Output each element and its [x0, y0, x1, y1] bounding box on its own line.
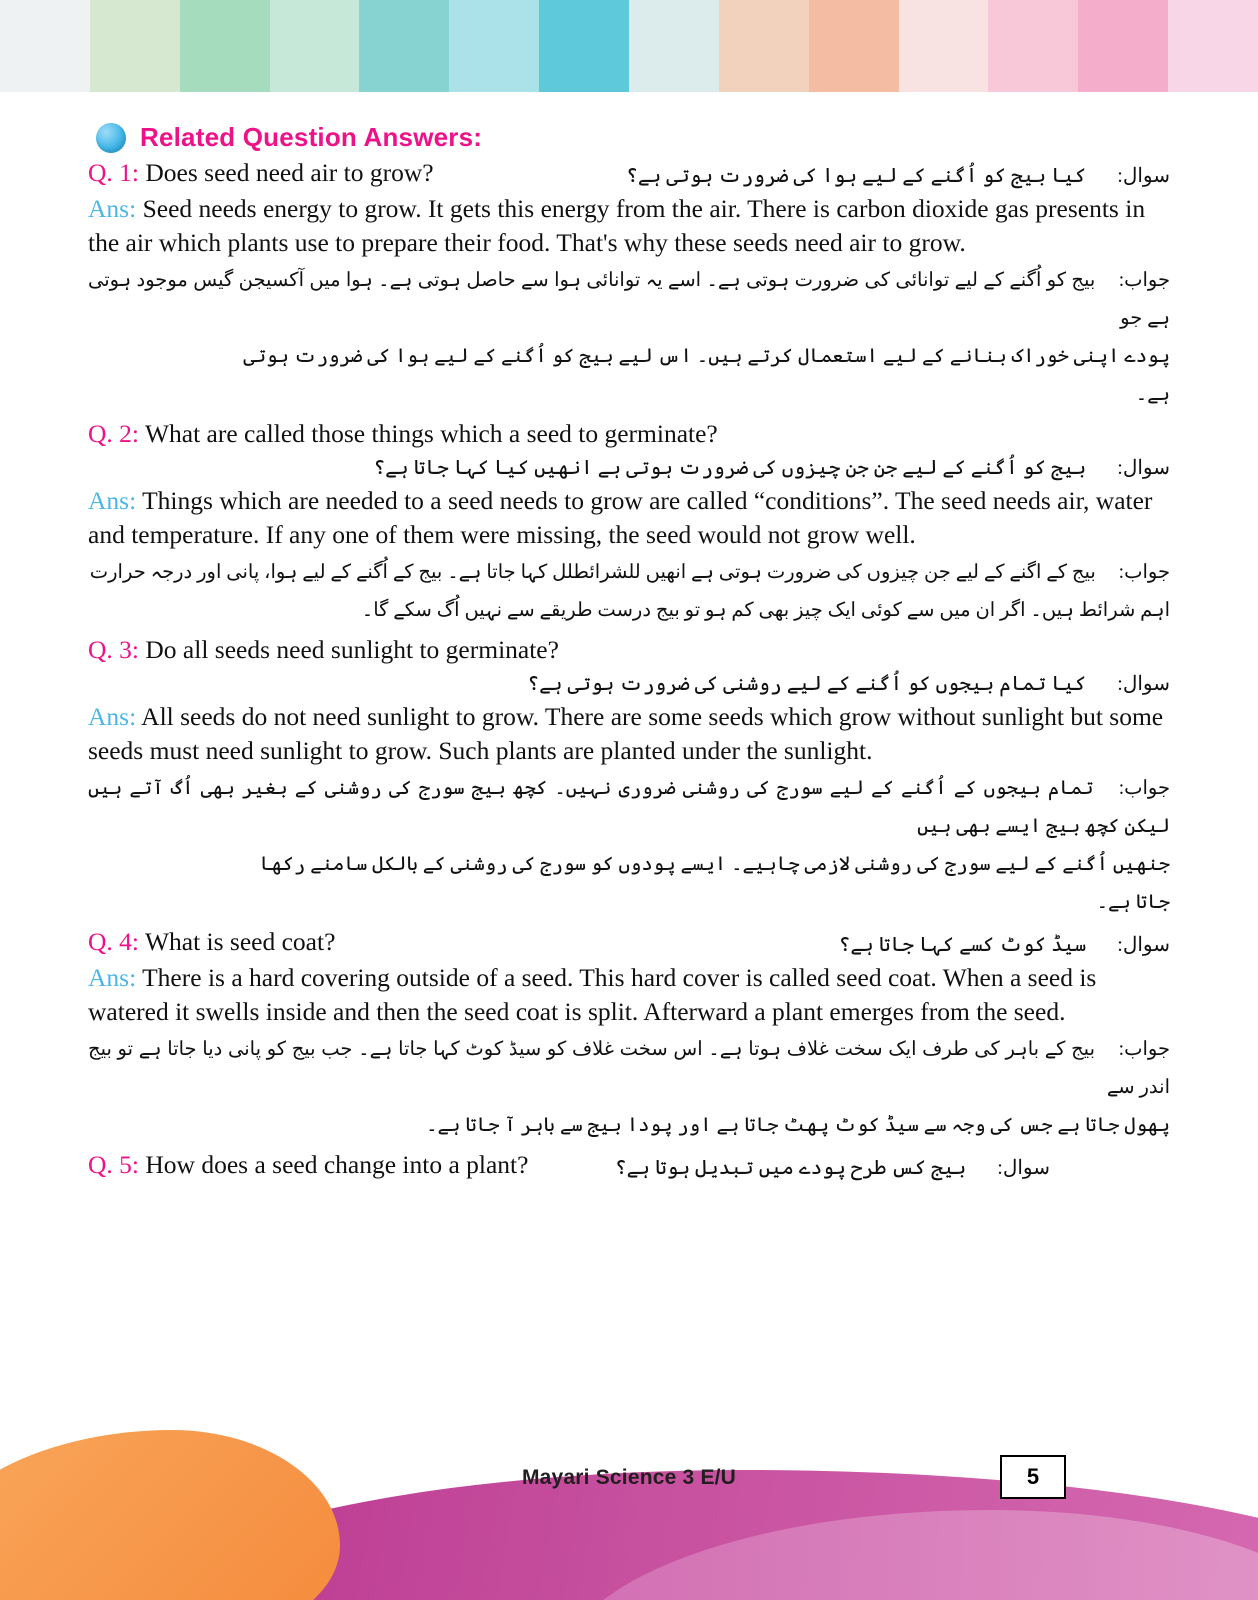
question-urdu — [615, 1149, 1170, 1183]
question-english — [88, 418, 1170, 449]
watercolor-swatch — [899, 0, 989, 92]
question-text-en: Does seed need air to grow? — [145, 158, 434, 187]
question-text-ur: بیج کس طرح پودے میں تبدیل ہوتا ہے؟ — [614, 1156, 967, 1179]
question-english — [88, 926, 335, 957]
question-line — [88, 1149, 1170, 1183]
urdu-question-label: سوال: — [1117, 672, 1170, 695]
answer-label: Ans: — [88, 962, 137, 992]
question-text-en: What are called those things which a seed to germinate? — [144, 418, 718, 448]
answer-text-en: Things which are needed to a seed needs to grow are called “conditions”. The seed needs air, water and temperature. If any one of them were missing, the seed would not grow well. — [88, 485, 1153, 549]
answer-text-en: There is a hard covering outside of a seed. This hard cover is called seed coat. When a seed is watered it swells inside and then the seed coat is split. Afterward a plant emerges from the seed. — [88, 962, 1097, 1026]
section-heading — [96, 122, 1170, 153]
answer-text-ur-line: بیج کے باہر کی طرف ایک سخت غلاف ہوتا ہے۔ اس سخت غلاف کو سیڈ کوٹ کہا جاتا ہے۔ جب بیج کو پانی دیا جاتا ہے تو بیج اندر سے — [88, 1038, 1170, 1098]
question-label: Q. 4: — [88, 926, 140, 956]
watercolor-swatch — [809, 0, 899, 92]
urdu-answer-label: جواب: — [1118, 561, 1170, 583]
question-label: Q. 3: — [88, 634, 140, 664]
question-text-en: Do all seeds need sunlight to germinate? — [145, 634, 559, 664]
top-decorative-band — [0, 0, 1258, 92]
watercolor-swatch — [1078, 0, 1168, 92]
watercolor-swatch — [270, 0, 360, 92]
qa-item — [88, 157, 1170, 414]
answer-text-en: All seeds do not need sunlight to grow. There are some seeds which grow without sunlight but some seeds must need sunlight to grow. Such plants are planted under the sunlight. — [88, 701, 1164, 765]
answer-urdu — [88, 770, 1170, 922]
watercolor-swatch — [180, 0, 270, 92]
question-text-en: What is seed coat? — [144, 926, 336, 956]
watercolor-swatch — [90, 0, 180, 92]
urdu-answer-label: جواب: — [1118, 777, 1171, 799]
question-label: Q. 2: — [88, 418, 140, 448]
answer-text-en: Seed needs energy to grow. It gets this energy from the air. There is carbon dioxide gas presents in the air which plants use to prepare their food. That's why these seeds need air to grow. — [88, 194, 1146, 257]
answer-text-ur-line: پھول جاتا ہے جس کی وجہ سے سیڈ کوٹ پھٹ جاتا ہے اور پودا بیج سے باہر آ جاتا ہے۔ — [426, 1114, 1170, 1136]
answer-text-ur-line: بیج کے اگنے کے لیے جن چیزوں کی ضرورت ہوتی ہے انھیں للشرائطلل کہا جاتا ہے۔ بیج کے اُگنے کے لیے ہوا، پانی اور درجہ حرارت — [89, 561, 1096, 583]
answer-english — [88, 961, 1170, 1029]
answer-label: Ans: — [88, 485, 137, 515]
page-number: 5 — [1000, 1455, 1066, 1499]
qa-item — [88, 418, 1170, 630]
blue-bullet-icon — [96, 123, 126, 153]
urdu-question-label: سوال: — [997, 1156, 1050, 1179]
question-label: Q. 1: — [88, 158, 140, 187]
qa-item — [88, 634, 1170, 922]
question-line — [88, 157, 1170, 191]
qa-item — [88, 1149, 1170, 1183]
page-title: Related Question Answers: — [140, 122, 483, 152]
question-text-ur: کیا تمام بیجوں کو اُگنے کے لیے روشنی کی ضرورت ہوتی ہے؟ — [527, 672, 1087, 695]
watercolor-swatch — [719, 0, 809, 92]
question-text-ur: سیڈ کوٹ کسے کہا جاتا ہے؟ — [838, 933, 1087, 956]
question-text-ur: بیج کو اُگنے کے لیے جن جن چیزوں کی ضرورت ہوتی ہے انھیں کیا کہا جاتا ہے؟ — [373, 456, 1087, 479]
qa-item — [88, 926, 1170, 1145]
answer-text-ur-line: تمام بیجوں کے اُگنے کے لیے سورج کی روشنی ضروری نہیں۔ کچھ بیج سورج کی روشنی کے بغیر بھی اُگ آتے ہیں لیکن کچھ بیج ایسے بھی ہیں — [88, 777, 1170, 837]
book-title: Mayari Science 3 E/U — [521, 1466, 737, 1489]
page-footer — [0, 1422, 1258, 1600]
answer-urdu — [88, 1031, 1170, 1145]
answer-urdu — [88, 262, 1170, 414]
question-label: Q. 5: — [88, 1149, 140, 1179]
question-urdu — [88, 449, 1170, 483]
answer-text-ur-line: جنھیں اُگنے کے لیے سورج کی روشنی لازمی چاہیے۔ ایسے پودوں کو سورج کی روشنی کے بالکل سامنے رکھا جاتا ہے۔ — [259, 853, 1170, 913]
watercolor-swatch — [359, 0, 449, 92]
urdu-answer-label: جواب: — [1118, 1038, 1170, 1060]
watercolor-swatch — [0, 0, 90, 92]
question-line — [88, 926, 1170, 960]
answer-urdu — [88, 554, 1170, 630]
question-english — [88, 634, 1170, 665]
watercolor-swatch — [1168, 0, 1258, 92]
urdu-question-label: سوال: — [1117, 456, 1170, 479]
answer-english — [88, 700, 1170, 768]
answer-english — [88, 192, 1170, 260]
question-text-en: How does a seed change into a plant? — [145, 1149, 529, 1179]
question-text-ur: کیا بیج کو اُگنے کے لیے ہوا کی ضرورت ہوتی ہے؟ — [626, 165, 1087, 187]
watercolor-swatch — [449, 0, 539, 92]
answer-label: Ans: — [88, 701, 137, 731]
watercolor-swatch — [988, 0, 1078, 92]
urdu-question-label: سوال: — [1117, 165, 1170, 187]
question-urdu — [626, 157, 1170, 191]
page-content — [0, 92, 1258, 1422]
watercolor-swatch — [629, 0, 719, 92]
urdu-question-label: سوال: — [1117, 933, 1170, 956]
question-urdu — [839, 926, 1170, 960]
urdu-answer-label: جواب: — [1118, 269, 1171, 291]
question-english — [88, 157, 434, 188]
question-english — [88, 1149, 528, 1180]
answer-text-ur-line: اہم شرائط ہیں۔ اگر ان میں سے کوئی ایک چیز بھی کم ہو تو بیج درست طریقے سے نہیں اُگ سکے گا۔ — [361, 599, 1170, 621]
answer-text-ur-line: بیج کو اُگنے کے لیے توانائی کی ضرورت ہوتی ہے۔ اسے یہ توانائی ہوا سے حاصل ہوتی ہے۔ ہوا میں آکسیجن گیس موجود ہوتی ہے جو — [88, 269, 1170, 329]
answer-text-ur-line: پودے اپنی خوراک بنانے کے لیے استعمال کرتے ہیں۔ اس لیے بیج کو اُگنے کے لیے ہوا کی ضرورت ہوتی ہے۔ — [243, 345, 1170, 405]
question-urdu — [88, 665, 1170, 699]
answer-english — [88, 484, 1170, 552]
watercolor-swatch — [539, 0, 629, 92]
answer-label: Ans: — [88, 194, 137, 223]
